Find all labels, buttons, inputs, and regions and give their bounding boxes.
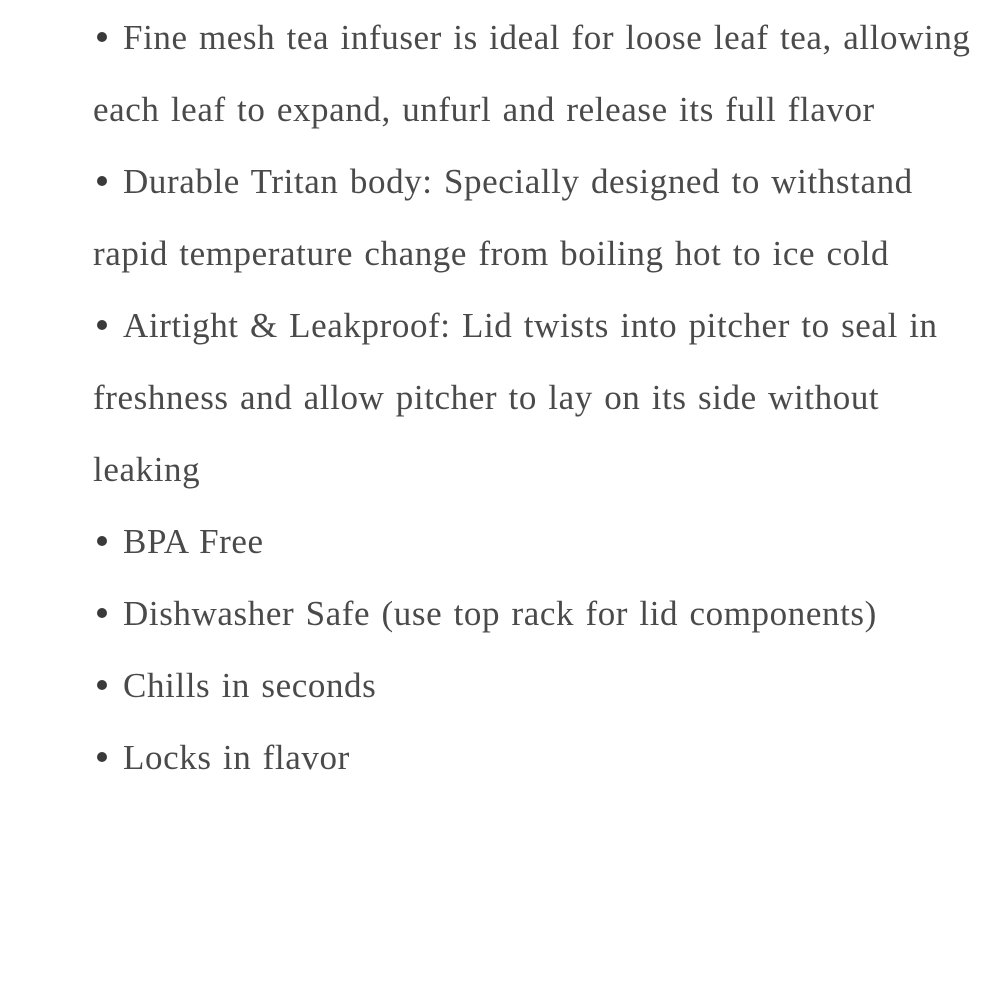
list-item-text: BPA Free: [123, 522, 264, 561]
bullet-icon: [97, 320, 107, 330]
bullet-icon: [97, 32, 107, 42]
list-item-text: Dishwasher Safe (use top rack for lid components): [123, 594, 877, 633]
list-item-text: Chills in seconds: [123, 666, 377, 705]
bullet-icon: [97, 176, 107, 186]
feature-list: [93, 2, 973, 794]
list-item: [93, 146, 973, 290]
list-item: [93, 506, 973, 578]
list-item-text: Airtight & Leakproof: Lid twists into pitcher to seal in freshness and allow pitcher to lay on its side without leaking: [93, 306, 938, 489]
bullet-icon: [97, 680, 107, 690]
list-item: [93, 2, 973, 146]
list-item-text: Durable Tritan body: Specially designed to withstand rapid temperature change from boiling hot to ice cold: [93, 162, 913, 273]
list-item: [93, 650, 973, 722]
bullet-icon: [97, 608, 107, 618]
list-item: [93, 722, 973, 794]
list-item-text: Locks in flavor: [123, 738, 350, 777]
list-item-text: Fine mesh tea infuser is ideal for loose leaf tea, allowing each leaf to expand, unfurl and release its full flavor: [93, 18, 971, 129]
list-item: [93, 578, 973, 650]
bullet-icon: [97, 752, 107, 762]
bullet-icon: [97, 536, 107, 546]
list-item: [93, 290, 973, 506]
